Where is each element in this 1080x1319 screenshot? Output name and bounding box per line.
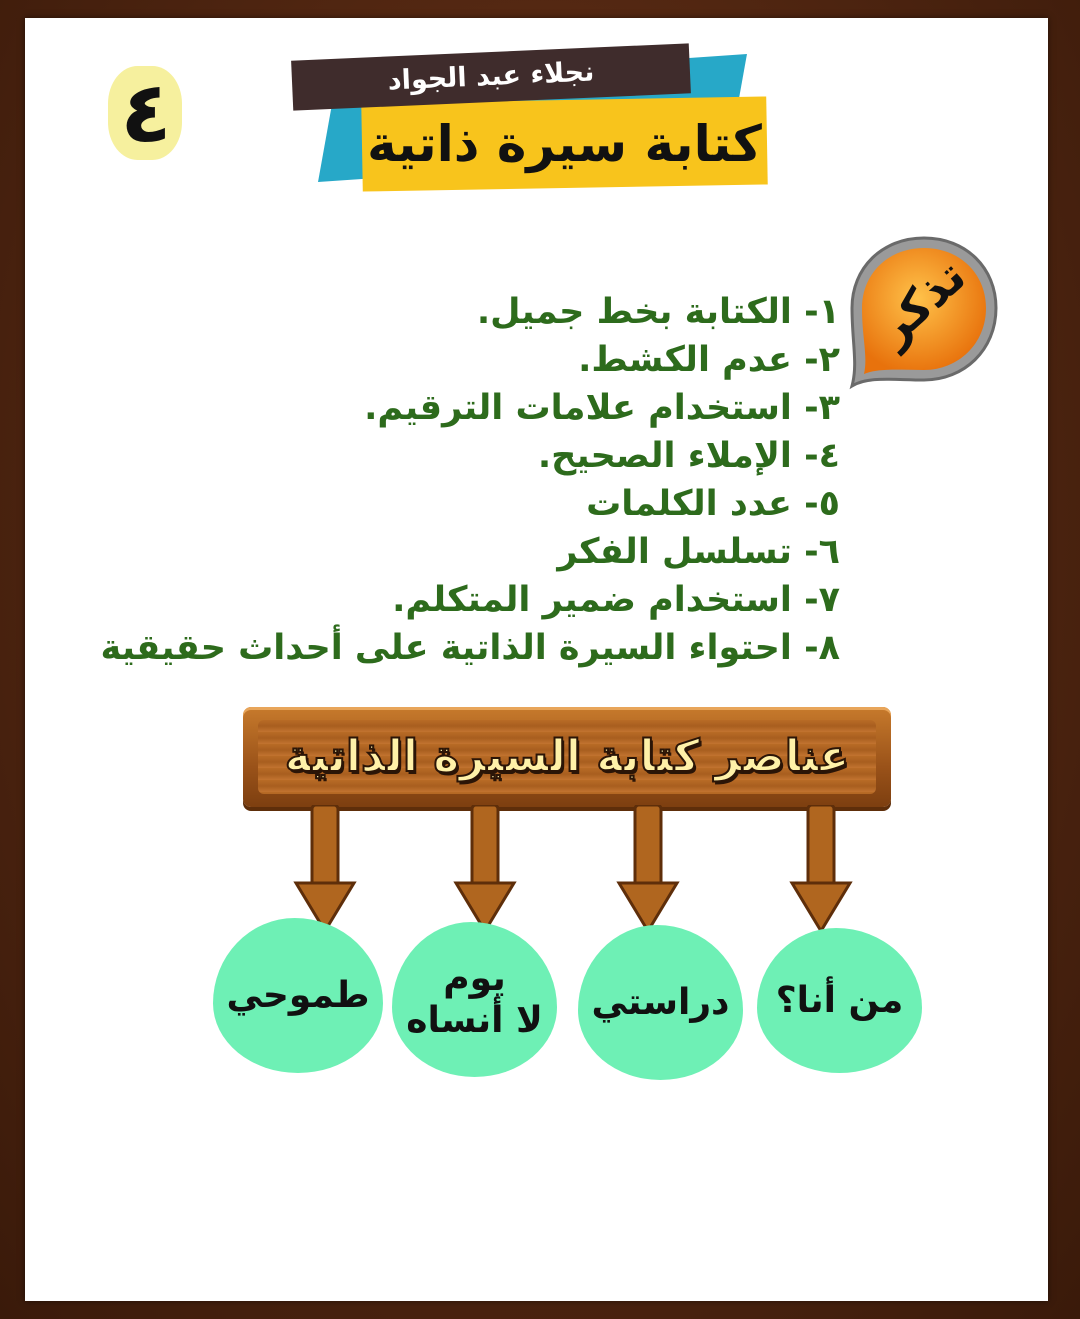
rule-item: ٤- الإملاء الصحيح. [537,436,840,476]
rule-item: ٦- تسلسل الفكر [557,532,840,572]
writing-rules-list [100,288,840,672]
wooden-arrow-icon [613,805,683,935]
wooden-arrow-icon [290,805,360,935]
element-label-line1: يوم [443,957,506,999]
rule-item: ٧- استخدام ضمير المتكلم. [392,580,840,620]
rule-item: ٥- عدد الكلمات [586,484,840,524]
rule-item: ٣- استخدام علامات الترقيم. [364,388,840,428]
reminder-badge-label: تذكر [866,248,976,356]
page-number: ٤ [120,63,172,161]
author-name: نجلاء عبد الجواد [387,56,595,97]
elements-sign-title: عناصر كتابة السيرة الذاتية [284,731,850,782]
wooden-arrow-icon [450,805,520,935]
element-label-line2: لا أنساه [406,999,543,1041]
rule-item: ١- الكتابة بخط جميل. [476,292,840,332]
element-label: من أنا؟ [775,979,904,1021]
wooden-arrow-icon [786,805,856,935]
rule-item: ٨- احتواء السيرة الذاتية على أحداث حقيقية [100,628,840,668]
element-label: دراستي [591,981,730,1023]
element-label: طموحي [226,974,370,1016]
worksheet-title: كتابة سيرة ذاتية [367,115,762,173]
rule-item: ٢- عدم الكشط. [578,340,840,380]
